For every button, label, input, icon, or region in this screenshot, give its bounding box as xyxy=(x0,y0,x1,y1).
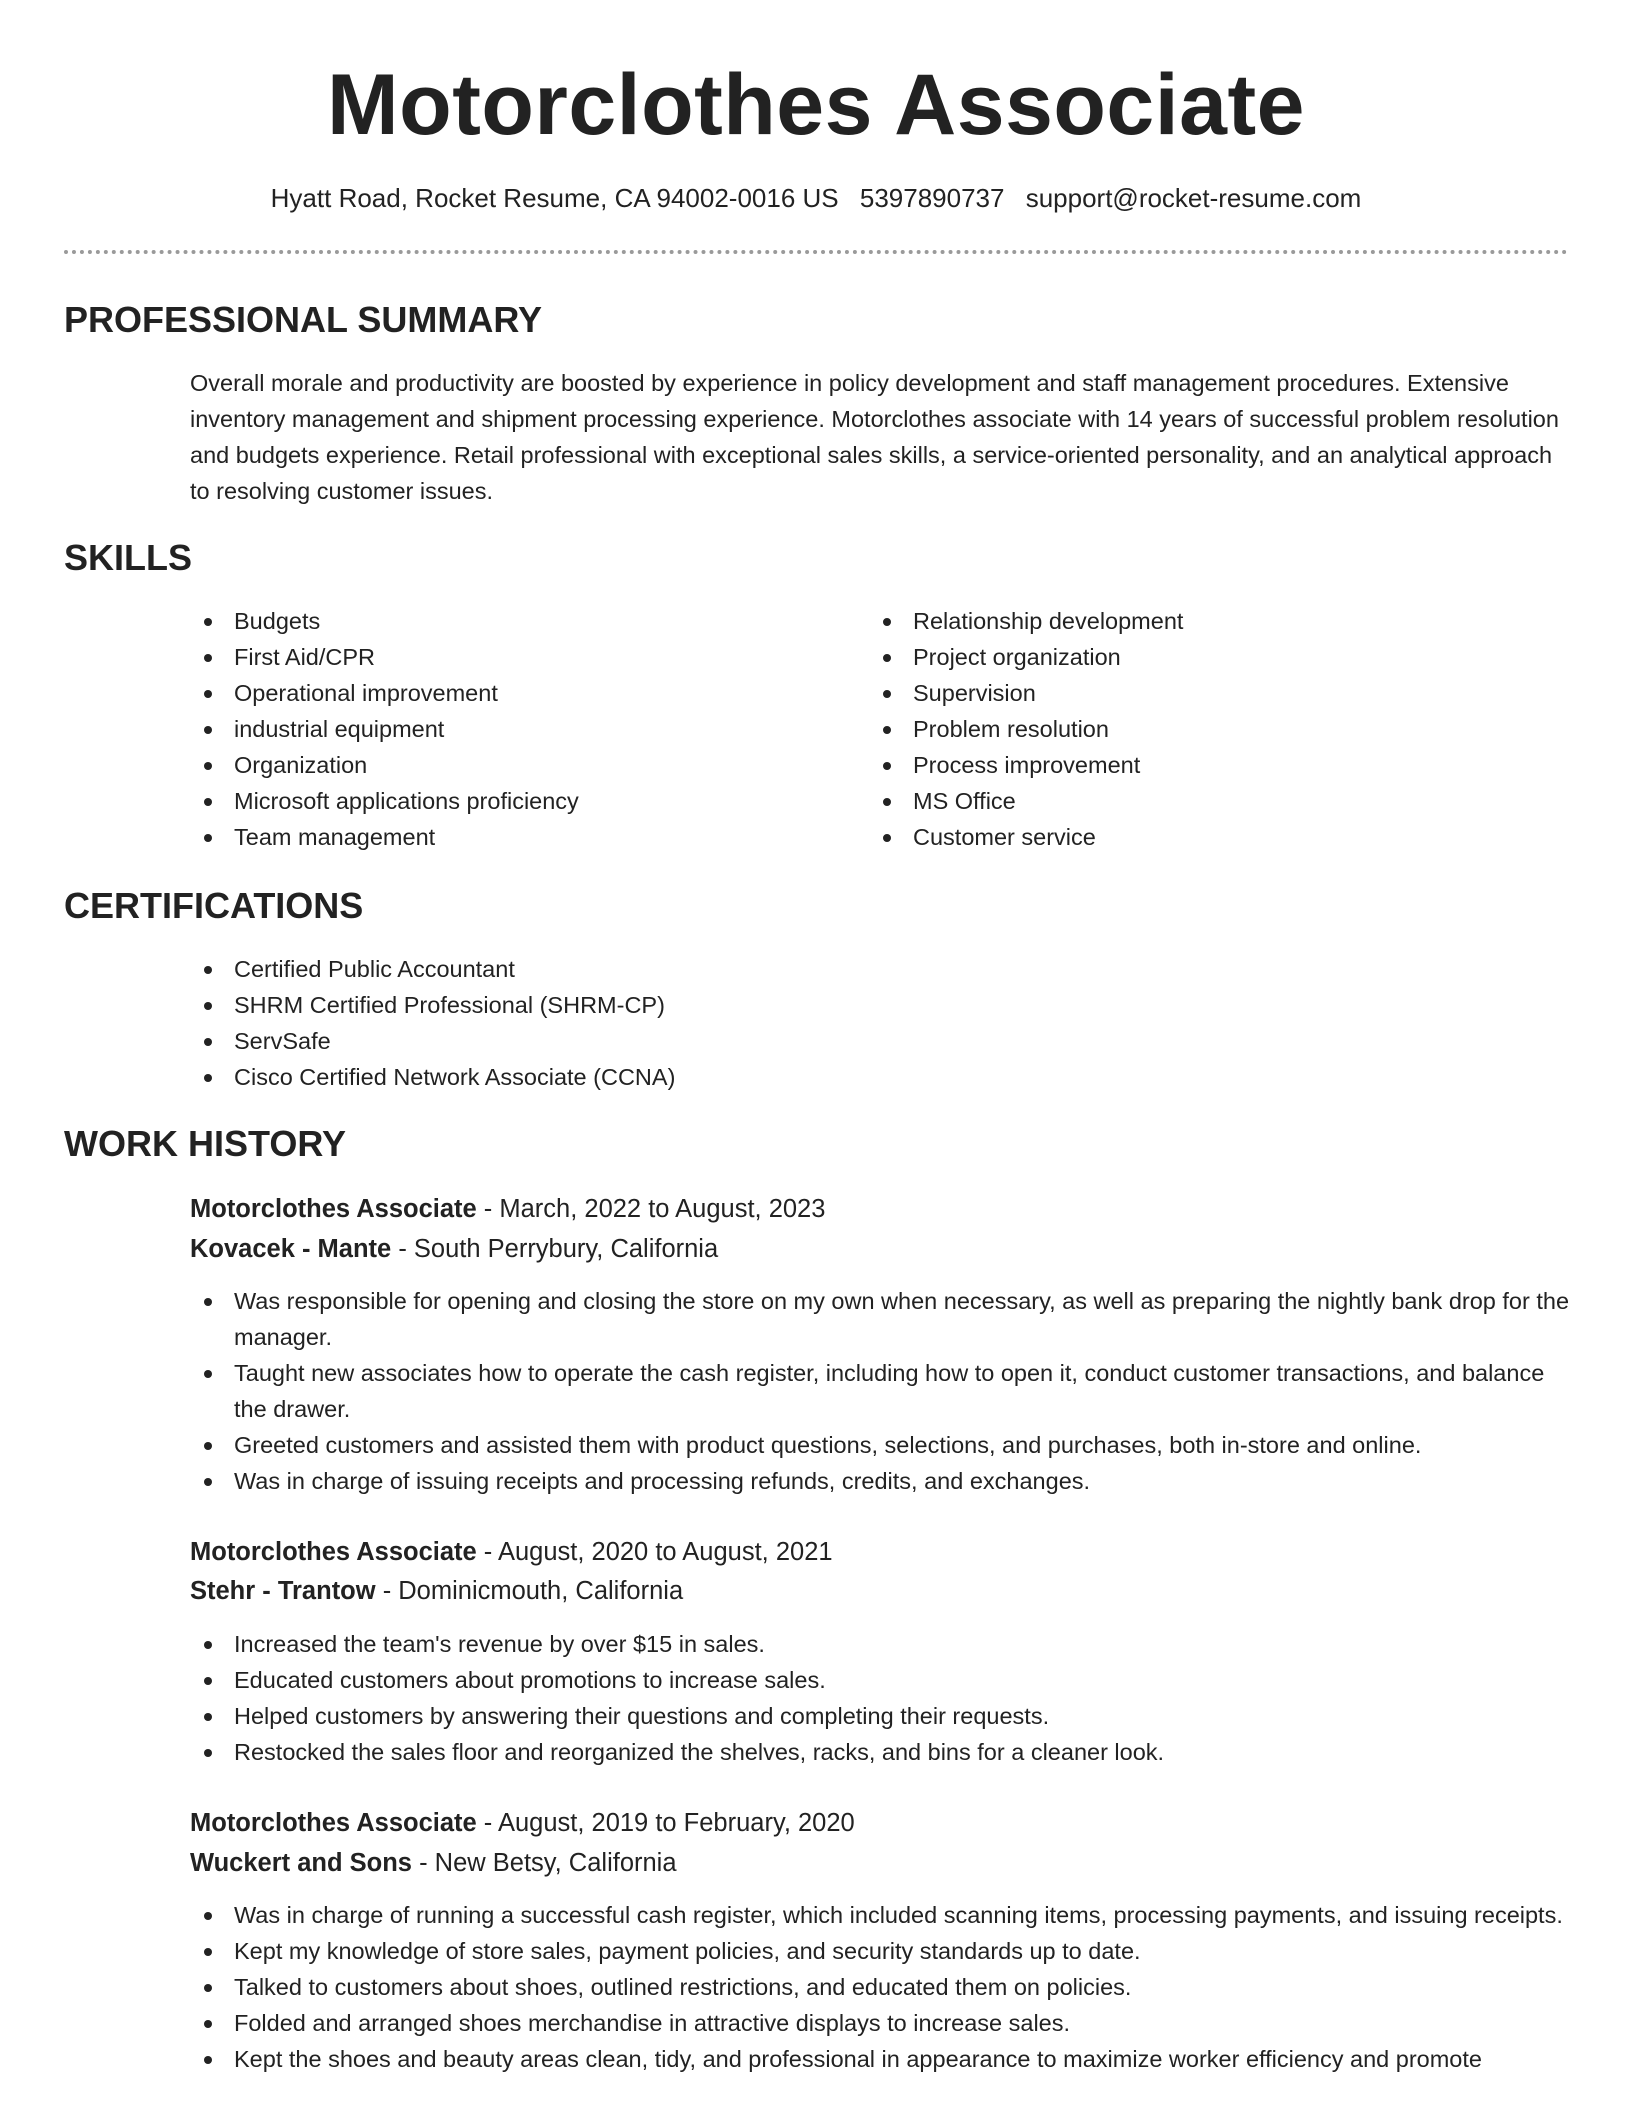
job-title-line xyxy=(190,1803,1570,1843)
job-bullets xyxy=(190,1626,1570,1770)
work-history-heading: WORK HISTORY xyxy=(64,1123,347,1164)
certifications-list xyxy=(190,951,1190,1095)
skills-list-right xyxy=(869,603,1529,855)
skill-item: Organization xyxy=(190,747,810,783)
job-company: Kovacek - Mante xyxy=(190,1235,392,1263)
job-dates: - August, 2020 to August, 2021 xyxy=(476,1538,833,1566)
job-company-line xyxy=(190,1571,1570,1611)
job-bullet: Educated customers about promotions to increase sales. xyxy=(190,1662,1570,1698)
job-bullet: Was in charge of issuing receipts and processing refunds, credits, and exchanges. xyxy=(190,1463,1570,1499)
job-bullet: Restocked the sales floor and reorganized the shelves, racks, and bins for a cleaner look. xyxy=(190,1734,1570,1770)
skill-item: industrial equipment xyxy=(190,711,810,747)
skill-item: Budgets xyxy=(190,603,810,639)
job-bullet: Greeted customers and assisted them with product questions, selections, and purchases, both in-store and online. xyxy=(190,1427,1570,1463)
job-bullet: Helped customers by answering their questions and completing their requests. xyxy=(190,1698,1570,1734)
skill-item: Problem resolution xyxy=(869,711,1529,747)
job-bullet: Was responsible for opening and closing the store on my own when necessary, as well as preparing the nightly bank drop for the manager. xyxy=(190,1283,1570,1355)
job-location: - New Betsy, California xyxy=(412,1849,677,1877)
candidate-name: Motorclothes Associate xyxy=(327,57,1305,153)
skill-item: Process improvement xyxy=(869,747,1529,783)
certification-item: Certified Public Accountant xyxy=(190,951,1190,987)
job-location: - South Perrybury, California xyxy=(391,1235,719,1263)
certification-item: SHRM Certified Professional (SHRM-CP) xyxy=(190,987,1190,1023)
job-company-line xyxy=(190,1843,1570,1883)
job-company: Wuckert and Sons xyxy=(190,1849,412,1877)
contact-line xyxy=(0,178,1632,218)
header-divider xyxy=(64,250,1568,254)
job-bullet: Kept the shoes and beauty areas clean, tidy, and professional in appearance to maximize worker efficiency and promote xyxy=(190,2041,1570,2077)
skill-item: Supervision xyxy=(869,675,1529,711)
job-dates: - August, 2019 to February, 2020 xyxy=(476,1809,855,1837)
skill-item: Team management xyxy=(190,819,810,855)
skill-item: Operational improvement xyxy=(190,675,810,711)
summary-heading: PROFESSIONAL SUMMARY xyxy=(64,299,543,340)
job-bullet: Folded and arranged shoes merchandise in attractive displays to increase sales. xyxy=(190,2005,1570,2041)
address: Hyatt Road, Rocket Resume, CA 94002-0016 US xyxy=(270,183,839,213)
skill-item: Customer service xyxy=(869,819,1529,855)
job-title-line xyxy=(190,1189,1570,1229)
certifications-heading: CERTIFICATIONS xyxy=(64,885,364,926)
skill-item: Relationship development xyxy=(869,603,1529,639)
job-company: Stehr - Trantow xyxy=(190,1577,376,1605)
skill-item: First Aid/CPR xyxy=(190,639,810,675)
skill-item: MS Office xyxy=(869,783,1529,819)
job-bullet: Kept my knowledge of store sales, payment policies, and security standards up to date. xyxy=(190,1933,1570,1969)
job-title-line xyxy=(190,1532,1570,1572)
job-bullet: Taught new associates how to operate the cash register, including how to open it, conduct customer transactions, and balance the drawer. xyxy=(190,1355,1570,1427)
certification-item: ServSafe xyxy=(190,1023,1190,1059)
job-location: - Dominicmouth, California xyxy=(375,1577,684,1605)
job-company-line xyxy=(190,1229,1570,1269)
job-bullet: Increased the team's revenue by over $15 in sales. xyxy=(190,1626,1570,1662)
skills-heading: SKILLS xyxy=(64,537,193,578)
email: support@rocket-resume.com xyxy=(1025,183,1362,213)
job-bullet: Was in charge of running a successful cash register, which included scanning items, processing payments, and issuing receipts. xyxy=(190,1897,1570,1933)
skills-list-left xyxy=(190,603,810,855)
phone: 5397890737 xyxy=(859,183,1005,213)
job-dates: - March, 2022 to August, 2023 xyxy=(476,1195,826,1223)
job-bullets xyxy=(190,1283,1570,1499)
skill-item: Project organization xyxy=(869,639,1529,675)
summary-text: Overall morale and productivity are boosted by experience in policy development and staff management procedures. Extensive inventory management and shipment processing experience. Motorclothes associate with 14 years of successful problem resolution and budgets experience. Retail professional with exceptional sales skills, a service-oriented personality, and an analytical approach to resolving customer issues. xyxy=(190,370,1559,504)
job-role: Motorclothes Associate xyxy=(190,1809,477,1837)
job-bullets xyxy=(190,1897,1570,2077)
job-role: Motorclothes Associate xyxy=(190,1195,477,1223)
job-bullet: Talked to customers about shoes, outlined restrictions, and educated them on policies. xyxy=(190,1969,1570,2005)
job-role: Motorclothes Associate xyxy=(190,1538,477,1566)
certification-item: Cisco Certified Network Associate (CCNA) xyxy=(190,1059,1190,1095)
skill-item: Microsoft applications proficiency xyxy=(190,783,810,819)
